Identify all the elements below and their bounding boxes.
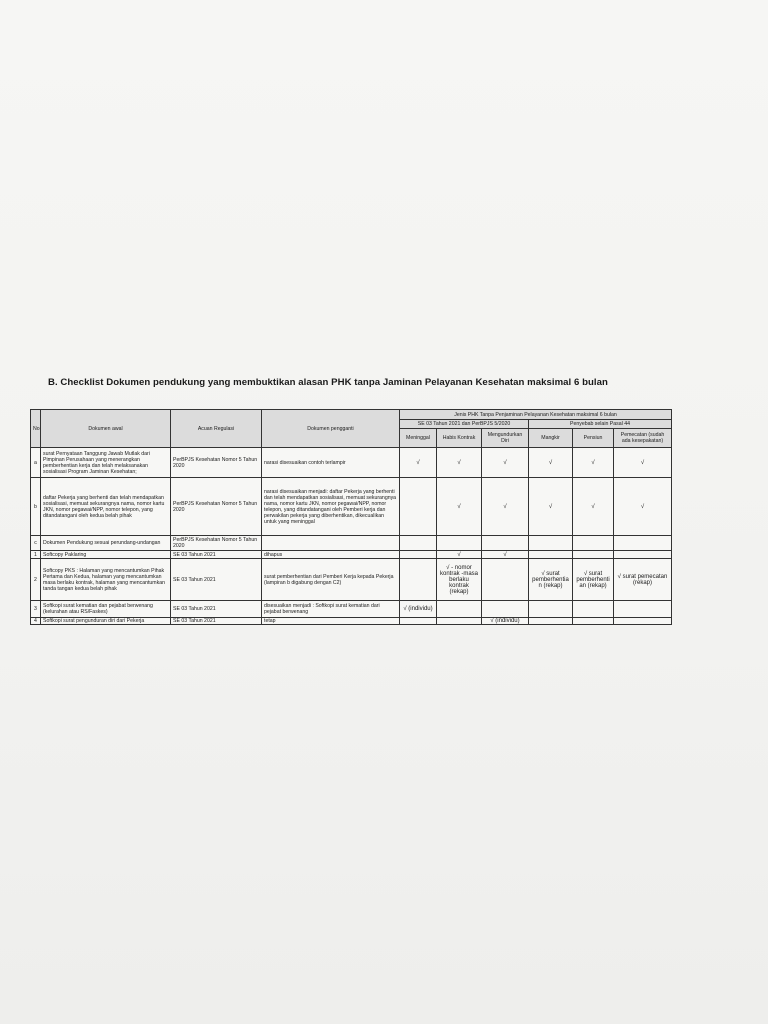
header-dokumen-pengganti: Dokumen pengganti — [262, 410, 400, 448]
table-row — [31, 536, 672, 551]
header-group-pasal: Penyebab selain Pasal 44 — [529, 420, 672, 429]
check-mengundurkan-diri: √ — [482, 478, 529, 536]
row-pengganti: disesuaikan menjadi : Softkopi surat kematian dari pejabat berwenang — [262, 601, 400, 618]
check-mengundurkan-diri — [482, 601, 529, 618]
check-mengundurkan-diri — [482, 536, 529, 551]
row-no: 4 — [31, 618, 41, 625]
row-dokumen-awal: Dokumen Pendukung sesuai perundang-undangan — [41, 536, 171, 551]
row-no: b — [31, 478, 41, 536]
check-mangkir: √ — [529, 478, 573, 536]
row-dokumen-awal: surat Pernyataan Tanggung Jawab Mutlak dari Pimpinan Perusahaan yang menerangkan pemberhentian kerja dan telah melaksanakan sosialisasi Program Jaminan Kesehatan; — [41, 448, 171, 478]
check-pemecatan: √ — [614, 448, 672, 478]
row-acuan: SE 03 Tahun 2021 — [171, 551, 262, 559]
row-no: 3 — [31, 601, 41, 618]
row-pengganti: narasi disesuaikan menjadi: daftar Pekerja yang berhenti dan telah mendapatkan sosialisasi, memuat sekurangnya nama, nomor kartu JKN, nomor pegawai/NPP, nomor telepon, yang ditandatangani oleh Pemberi kerja dan perwakilan pekerja yang diberhentikan, dikecualikan untuk yang meninggal — [262, 478, 400, 536]
check-habis-kontrak: √ — [437, 551, 482, 559]
row-pengganti: tetap — [262, 618, 400, 625]
header-habis-kontrak: Habis Kontrak — [437, 429, 482, 448]
row-dokumen-awal: Softkopi surat kematian dan pejabat berwenang (kelurahan atau RS/Faskes) — [41, 601, 171, 618]
check-habis-kontrak — [437, 618, 482, 625]
check-meninggal: √ — [400, 448, 437, 478]
row-no: 2 — [31, 559, 41, 601]
check-pensiun — [573, 536, 614, 551]
check-mengundurkan-diri — [482, 559, 529, 601]
header-group-se: SE 03 Tahun 2021 dan PerBPJS 5/2020 — [400, 420, 529, 429]
header-acuan-regulasi: Acuan Regulasi — [171, 410, 262, 448]
row-acuan: PerBPJS Kesehatan Nomor 5 Tahun 2020 — [171, 536, 262, 551]
check-meninggal — [400, 536, 437, 551]
check-habis-kontrak: √ — [437, 448, 482, 478]
check-pemecatan — [614, 551, 672, 559]
row-acuan: SE 03 Tahun 2021 — [171, 618, 262, 625]
check-pensiun — [573, 618, 614, 625]
row-pengganti — [262, 536, 400, 551]
check-mengundurkan-diri: √ — [482, 551, 529, 559]
check-meninggal: √ (individu) — [400, 601, 437, 618]
row-acuan: SE 03 Tahun 2021 — [171, 559, 262, 601]
header-jenis-phk: Jenis PHK Tanpa Penjaminan Pelayanan Kesehatan maksimal 6 bulan — [400, 410, 672, 420]
check-pensiun: √ — [573, 478, 614, 536]
header-mangkir: Mangkir — [529, 429, 573, 448]
check-pensiun — [573, 601, 614, 618]
check-habis-kontrak: √ — [437, 478, 482, 536]
table-row — [31, 601, 672, 618]
check-pensiun — [573, 551, 614, 559]
check-mangkir — [529, 601, 573, 618]
check-habis-kontrak — [437, 601, 482, 618]
check-pemecatan — [614, 601, 672, 618]
row-acuan: PerBPJS Kesehatan Nomor 5 Tahun 2020 — [171, 478, 262, 536]
table-row — [31, 478, 672, 536]
checklist-table — [30, 409, 672, 625]
row-no: 1 — [31, 551, 41, 559]
row-pengganti: surat pemberhentian dari Pemberi Kerja kepada Pekerja (lampiran b digabung dengan C2) — [262, 559, 400, 601]
header-meninggal: Meninggal — [400, 429, 437, 448]
check-mengundurkan-diri: √ (individu) — [482, 618, 529, 625]
check-mangkir: √ — [529, 448, 573, 478]
row-no: c — [31, 536, 41, 551]
header-dokumen-awal: Dokumen awal — [41, 410, 171, 448]
table-row — [31, 618, 672, 625]
table-row — [31, 559, 672, 601]
check-mangkir: √ surat pemberhentia n (rekap) — [529, 559, 573, 601]
check-meninggal — [400, 478, 437, 536]
row-pengganti: dihapus — [262, 551, 400, 559]
header-mengundurkan-diri: Mengundurkan Diri — [482, 429, 529, 448]
row-acuan: SE 03 Tahun 2021 — [171, 601, 262, 618]
check-meninggal — [400, 618, 437, 625]
check-mangkir — [529, 551, 573, 559]
check-mangkir — [529, 536, 573, 551]
row-dokumen-awal: Softcopy Paklaring — [41, 551, 171, 559]
row-dokumen-awal: Softkopi surat pengunduran diri dari Pekerja — [41, 618, 171, 625]
check-pensiun: √ — [573, 448, 614, 478]
check-pensiun: √ surat pemberhenti an (rekap) — [573, 559, 614, 601]
check-meninggal — [400, 559, 437, 601]
row-pengganti: narasi disesuaikan contoh terlampir — [262, 448, 400, 478]
check-meninggal — [400, 551, 437, 559]
table-row — [31, 448, 672, 478]
check-habis-kontrak: √ - nomor kontrak -masa berlaku kontrak (rekap) — [437, 559, 482, 601]
check-mengundurkan-diri: √ — [482, 448, 529, 478]
check-pemecatan: √ surat pemecatan (rekap) — [614, 559, 672, 601]
check-pemecatan — [614, 536, 672, 551]
header-no: No — [31, 410, 41, 448]
check-habis-kontrak — [437, 536, 482, 551]
header-pemecatan: Pemecatan (sudah ada kesepakatan) — [614, 429, 672, 448]
table-row — [31, 551, 672, 559]
section-heading: B. Checklist Dokumen pendukung yang membuktikan alasan PHK tanpa Jaminan Pelayanan Kesehatan maksimal 6 bulan — [48, 377, 608, 388]
row-no: a — [31, 448, 41, 478]
header-pensiun: Pensiun — [573, 429, 614, 448]
row-acuan: PerBPJS Kesehatan Nomor 5 Tahun 2020 — [171, 448, 262, 478]
row-dokumen-awal: daftar Pekerja yang berhenti dan telah mendapatkan sosialisasi, memuat sekurangnya nama, nomor kartu JKN, nomor pegawai/NPP, nomor telepon, yang ditandatangani oleh kedua belah pihak — [41, 478, 171, 536]
check-mangkir — [529, 618, 573, 625]
check-pemecatan — [614, 618, 672, 625]
row-dokumen-awal: Softcopy PKS : Halaman yang mencantumkan Pihak Pertama dan Kedua, halaman yang mencantumkan masa berlaku kontrak, halaman yang mencantumkan tanda tangan kedua belah pihak — [41, 559, 171, 601]
check-pemecatan: √ — [614, 478, 672, 536]
